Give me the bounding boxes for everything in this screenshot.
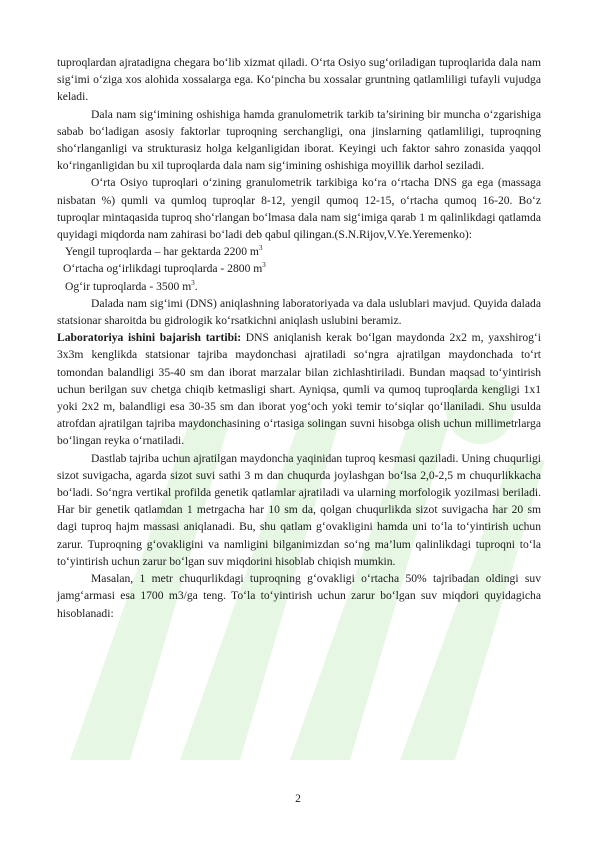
paragraph-profile: Dastlab tajriba uchun ajratilgan maydoncha yaqinidan tuproq kesmasi qaziladi. Uning chuqurligi sizot suvigacha, agarda sizot suvi sathi 3 m dan chuqurda joylashgan bo‘lsa 2,0-2,5 m chuqurlikkacha bo‘ladi. So‘ngra vertikal profilda genetik qatlamlar ajratiladi va ularning morfologik yozilmasi beriladi. Har bir genetik qatlamdan 1 metrgacha har 10 sm da, qolgan chuqurlikda sizot suvigacha har 20 sm dagi tuproq hajm massasi aniqlanadi. Bu, shu qatlam g‘ovakligini hamda uni to‘la to‘yintirish uchun zarur. Tuproqning g‘ovakligini va namligini bilganimizdan so‘ng ma’lum qalinlikdagi tuproqni to‘la to‘yintirish uchun zarur bo‘lgan suv miqdorini hisoblab chiqish mumkin. bbox=[57, 451, 541, 568]
paragraph-procedure bbox=[57, 329, 541, 449]
list-item-medium-soils: O‘rtacha og‘irlikdagi tuproqlarda - 2800 $m^3$ bbox=[63, 261, 266, 276]
paragraph-3: O‘rta Osiyo tuproqlari o‘zining granulometrik tarkibiga ko‘ra o‘rtacha DNS ga ega (massaga nisbatan %) qumli va qumloq tuproqlar 8-12, yengil qumoq 12-15, o‘rtacha qumoq 16-20. Bo‘z tuproqlar mintaqasida tuproq sho‘rlangan bo‘lmasa dala nam sig‘imiga qarab 1 m qalinlikdagi qatlamda quyidagi miqdorda nam zahirasi bo‘ladi deb qabul qilingan.(S.N.Rijov,V.Ye.Yeremenko): bbox=[57, 176, 541, 242]
document-page bbox=[57, 54, 541, 622]
paragraph-1: tuproqlardan ajratadigna chegara bo‘lib xizmat qiladi. O‘rta Osiyo sug‘oriladigan tuproqlarida dala nam sig‘imi o‘ziga xos alohida xossalarga ega. Ko‘pincha bu xossalar gruntning qatlamliligi tufayli vujudga keladi. bbox=[57, 56, 541, 104]
list-item-heavy-soils: Og‘ir tuproqlarda - 3500 $m^3$. bbox=[65, 278, 198, 293]
page-number: 2 bbox=[295, 792, 301, 805]
procedure-text: DNS aniqlanish kerak bo‘lgan maydonda 2x2 m, yaxshirog‘i 3x3m kenglikda statsionar tajriba maydonchasi ajratiladi so‘ngra ajratilgan maydonchada to‘rt tomondan balandligi 35-40 sm dan iborat marzalar bilan zichlashtiriladi. Bundan maqsad to‘yintirish uchun berilgan suv chetga chiqib ketmasligi shart. Ayniqsa, qumli va qumoq tuproqlarda kengligi 1x1 yoki 2x2 m, balandligi esa 30-35 sm dan iborat yog‘och yoki temir to‘siqlar qo‘llaniladi. Shu usulda atrofdan ajratilgan tajriba maydonchasining o‘rtasiga solingan suvni hisobga olish uchun millimetrlarga bo‘lingan reyka o‘rnatiladi. bbox=[57, 331, 541, 448]
paragraph-2: Dala nam sig‘imining oshishiga hamda granulometrik tarkib ta’sirining bir muncha o‘zgarishiga sabab bo‘ladigan asosiy faktorlar tuproqning serchangligi, ona jinslarning qatlamliligi, tuproqning sho‘rlanganligi va strukturasiz holga kelganligidan iborat. Keyingi uch faktor sahro zonasida yaqqol ko‘ringanligidan bu xil tuproqlarda dala nam sig‘imining oshishiga moyillik darhol seziladi. bbox=[57, 107, 541, 173]
paragraph-example: Masalan, 1 metr chuqurlikdagi tuproqning g‘ovakligi o‘rtacha 50% tajribadan oldingi suv jamg‘armasi esa 1700 m3/ga teng. To‘la to‘yintirish uchun zarur bo‘lgan suv miqdori quyidagicha hisoblanadi: bbox=[57, 572, 541, 620]
list-item-light-soils: Yengil tuproqlarda – har gektarda 2200 $m^3$ bbox=[65, 244, 263, 259]
paragraph-methods: Dalada nam sig‘imi (DNS) aniqlashning laboratoriyada va dala uslublari mavjud. Quyida dalada statsionar sharoitda bu gidrologik ko‘rsatkichni aniqlash uslubini beramiz. bbox=[57, 296, 541, 328]
procedure-heading: Laboratoriya ishini bajarish tartibi: bbox=[57, 331, 242, 345]
